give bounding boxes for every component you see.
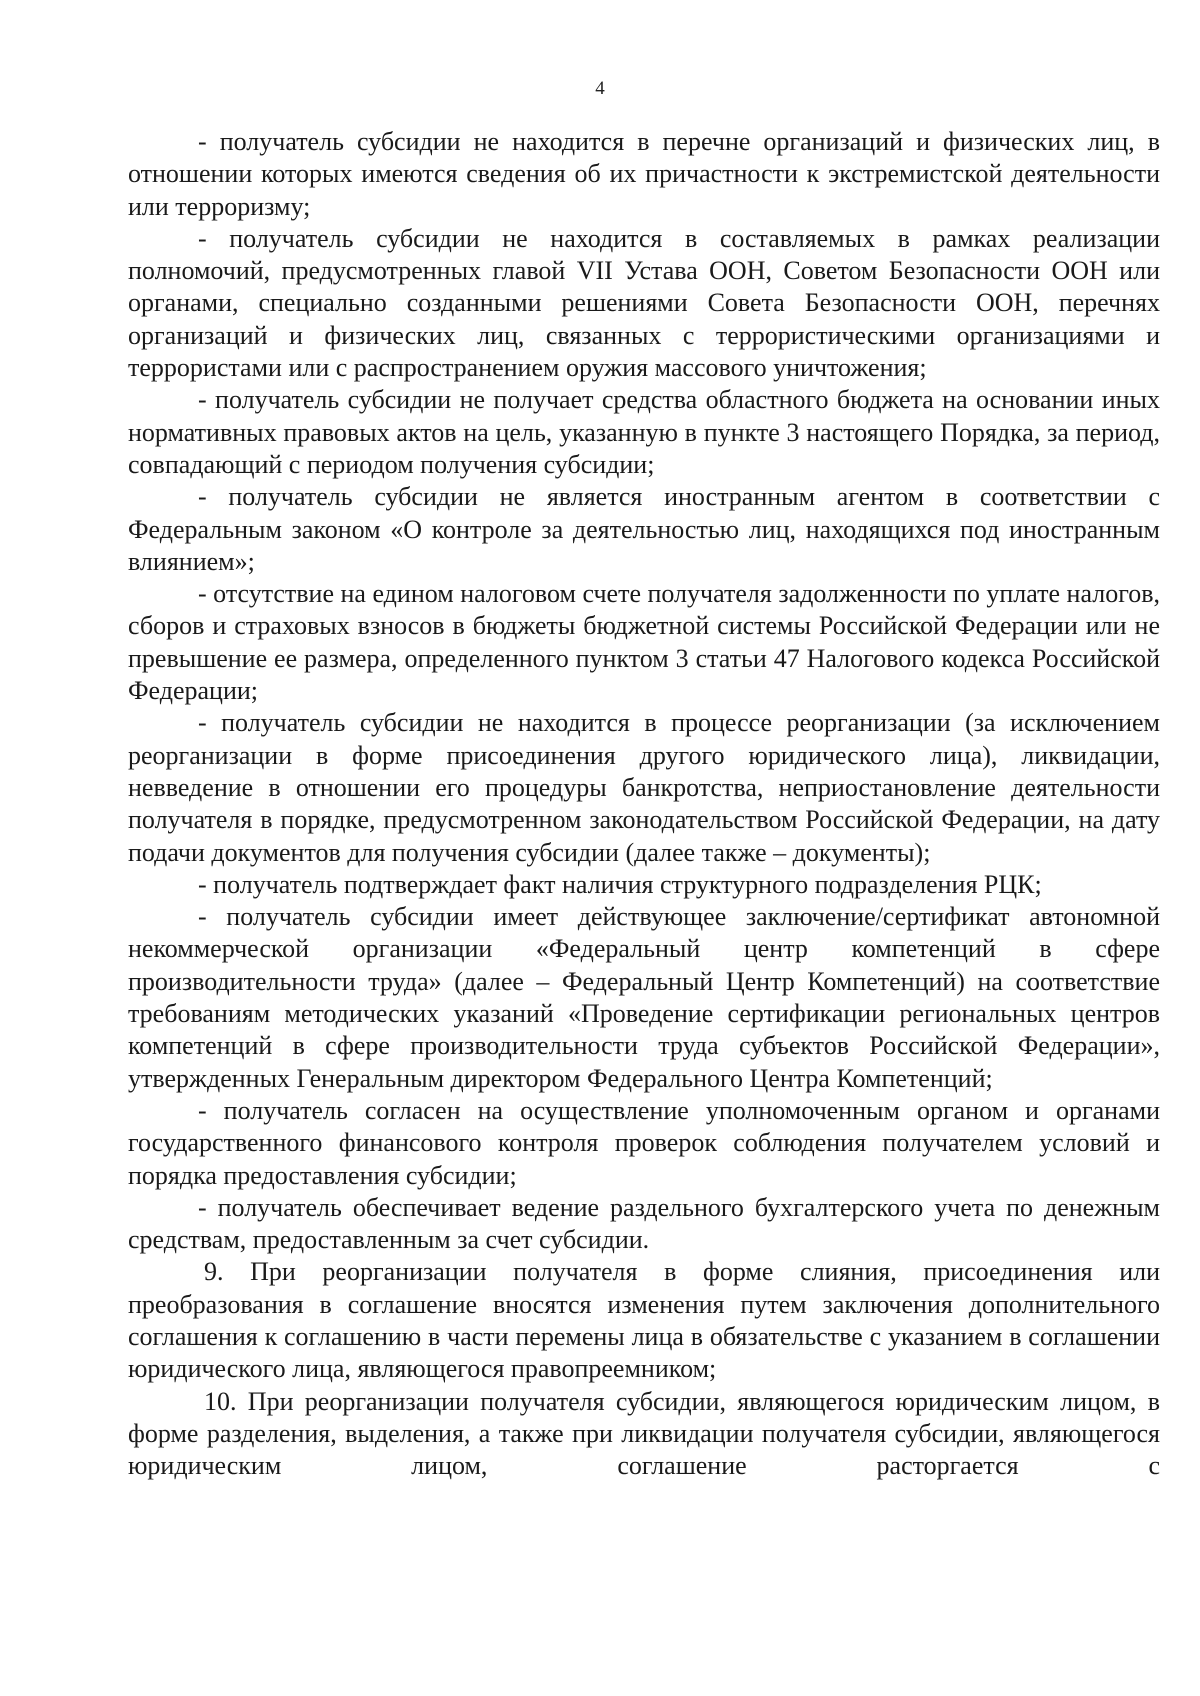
paragraph-rck-division: - получатель подтверждает факт наличия структурного подразделения РЦК;: [198, 869, 1042, 899]
paragraph-separate-accounting: - получатель обеспечивает ведение раздельного бухгалтерского учета по денежным средствам, предоставленным за счет субсидии.: [128, 1192, 1160, 1255]
paragraph-item-10: 10. При реорганизации получателя субсидии, являющегося юридическим лицом, в форме разделения, выделения, а также при ликвидации получателя субсидии, являющегося юридическим лицом, соглашение расторгается с: [128, 1386, 1160, 1481]
paragraph-no-other-budget-funds: - получатель субсидии не получает средства областного бюджета на основании иных нормативных правовых актов на цель, указанную в пункте 3 настоящего Порядка, за период, совпадающий с периодом получения субсидии;: [128, 385, 1160, 479]
paragraph-no-reorganization: - получатель субсидии не находится в процессе реорганизации (за исключением реорганизации в форме присоединения другого юридического лица), ликвидации, невведение в отношении его процедуры банкротства, неприостановление деятельности получателя в порядке, предусмотренном законодательством Российской Федерации, на дату подачи документов для получения субсидии (далее также – документы);: [128, 708, 1160, 867]
document-body: [128, 126, 1160, 1482]
paragraph-not-foreign-agent: - получатель субсидии не является иностранным агентом в соответствии с Федеральным законом «О контроле за деятельностью лиц, находящихся под иностранным влиянием»;: [128, 482, 1160, 576]
paragraph-extremism-list: - получатель субсидии не находится в перечне организаций и физических лиц, в отношении которых имеются сведения об их причастности к экстремистской деятельности или терроризму;: [128, 127, 1160, 221]
paragraph-no-tax-debt: - отсутствие на едином налоговом счете получателя задолженности по уплате налогов, сборов и страховых взносов в бюджеты бюджетной системы Российской Федерации или не превышение ее размера, определенного пунктом 3 статьи 47 Налогового кодекса Российской Федерации;: [128, 579, 1160, 706]
paragraph-un-sanctions-list: - получатель субсидии не находится в составляемых в рамках реализации полномочий, предусмотренных главой VII Устава ООН, Советом Безопасности ООН или органами, специально созданными решениями Совета Безопасности ООН, перечнях организаций и физических лиц, связанных с террористическими организациями и террористами или с распространением оружия массового уничтожения;: [128, 223, 1160, 383]
paragraph-control-consent: - получатель согласен на осуществление уполномоченным органом и органами государственного финансового контроля проверок соблюдения получателем условий и порядка предоставления субсидии;: [128, 1095, 1160, 1190]
page-number: 4: [595, 78, 605, 99]
paragraph-certificate: - получатель субсидии имеет действующее заключение/сертификат автономной некоммерческой организации «Федеральный центр компетенций в сфере производительности труда» (далее – Федеральный Центр Компетенций) на соответствие требованиям методических указаний «Проведение сертификации региональных центров компетенций в сфере производительности труда субъектов Российской Федерации», утвержденных Генеральным директором Федерального Центра Компетенций;: [128, 902, 1160, 1093]
paragraph-item-9: 9. При реорганизации получателя в форме слияния, присоединения или преобразования в соглашение вносятся изменения путем заключения дополнительного соглашения к соглашению в части перемены лица в обязательстве с указанием в соглашении юридического лица, являющегося правопреемником;: [128, 1257, 1160, 1384]
